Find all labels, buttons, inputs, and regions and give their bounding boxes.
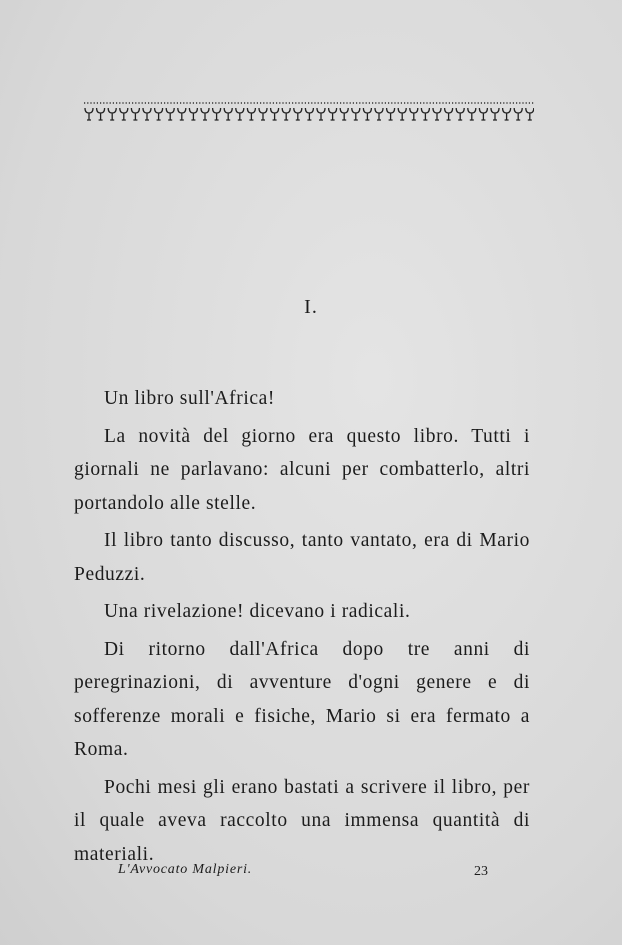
decorative-header-ornament (84, 100, 534, 122)
ornament-glyph (131, 108, 139, 120)
ornament-glyph (282, 108, 290, 120)
ornament-glyph (294, 108, 302, 120)
ornament-glyph (236, 108, 244, 120)
ornament-glyph (479, 108, 487, 120)
ornament-glyph (259, 108, 267, 120)
ornament-glyph (375, 108, 383, 120)
ornament-glyph (421, 108, 429, 120)
chapter-text (74, 382, 530, 875)
paragraph: Una rivelazione! dicevano i radicali. (104, 601, 411, 622)
ornament-glyph (514, 108, 522, 120)
ornament-glyph (456, 108, 464, 120)
paragraph: Un libro sull'Africa! (104, 388, 275, 409)
ornament-glyph (213, 108, 221, 120)
ornament-glyph (108, 108, 116, 120)
ornament-glyph (224, 108, 232, 120)
ornament-glyph (201, 108, 209, 120)
ornament-glyph (120, 108, 128, 120)
ornament-glyph (189, 108, 197, 120)
ornament-glyph (329, 108, 337, 120)
ornament-glyph (433, 108, 441, 120)
page-footer (118, 862, 498, 878)
ornament-glyph (247, 108, 255, 120)
paragraph: Il libro tanto discusso, tanto vantato, era di Mario Peduzzi. (74, 530, 530, 585)
paragraph: Di ritorno dall'Africa dopo tre anni di peregrinazioni, di avventure d'ogni genere e di sofferenze morali e fisiche, Mario si era fermato a Roma. (74, 638, 530, 760)
ornament-glyph (410, 108, 418, 120)
ornament-glyph (340, 108, 348, 120)
ornament-glyph (317, 108, 325, 120)
ornament-glyph (468, 108, 476, 120)
ornament-glyph (491, 108, 499, 120)
ornament-glyph (445, 108, 453, 120)
ornament-glyph (143, 108, 151, 120)
ornament-glyph (526, 108, 534, 120)
ornament-glyph (271, 108, 279, 120)
ornament-glyph (85, 108, 93, 120)
ornament-glyph (398, 108, 406, 120)
paragraph: Pochi mesi gli erano bastati a scrivere il libro, per il quale aveva raccolto una immensa quantità di materiali. (74, 776, 530, 865)
ornament-glyph (363, 108, 371, 120)
page-number: 23 (474, 864, 488, 879)
ornament-glyph (305, 108, 313, 120)
ornament-glyph (352, 108, 360, 120)
ornament-glyph (155, 108, 163, 120)
ornament-glyph (166, 108, 174, 120)
paragraph: La novità del giorno era questo libro. Tutti i giornali ne parlavano: alcuni per combatterlo, altri portandolo alle stelle. (74, 425, 530, 514)
signature-mark: L'Avvocato Malpieri. (118, 862, 253, 877)
ornament-glyph (97, 108, 105, 120)
chapter-number: I. (304, 296, 318, 318)
ornament-glyph (387, 108, 395, 120)
ornament-glyph (503, 108, 511, 120)
ornament-glyph (178, 108, 186, 120)
